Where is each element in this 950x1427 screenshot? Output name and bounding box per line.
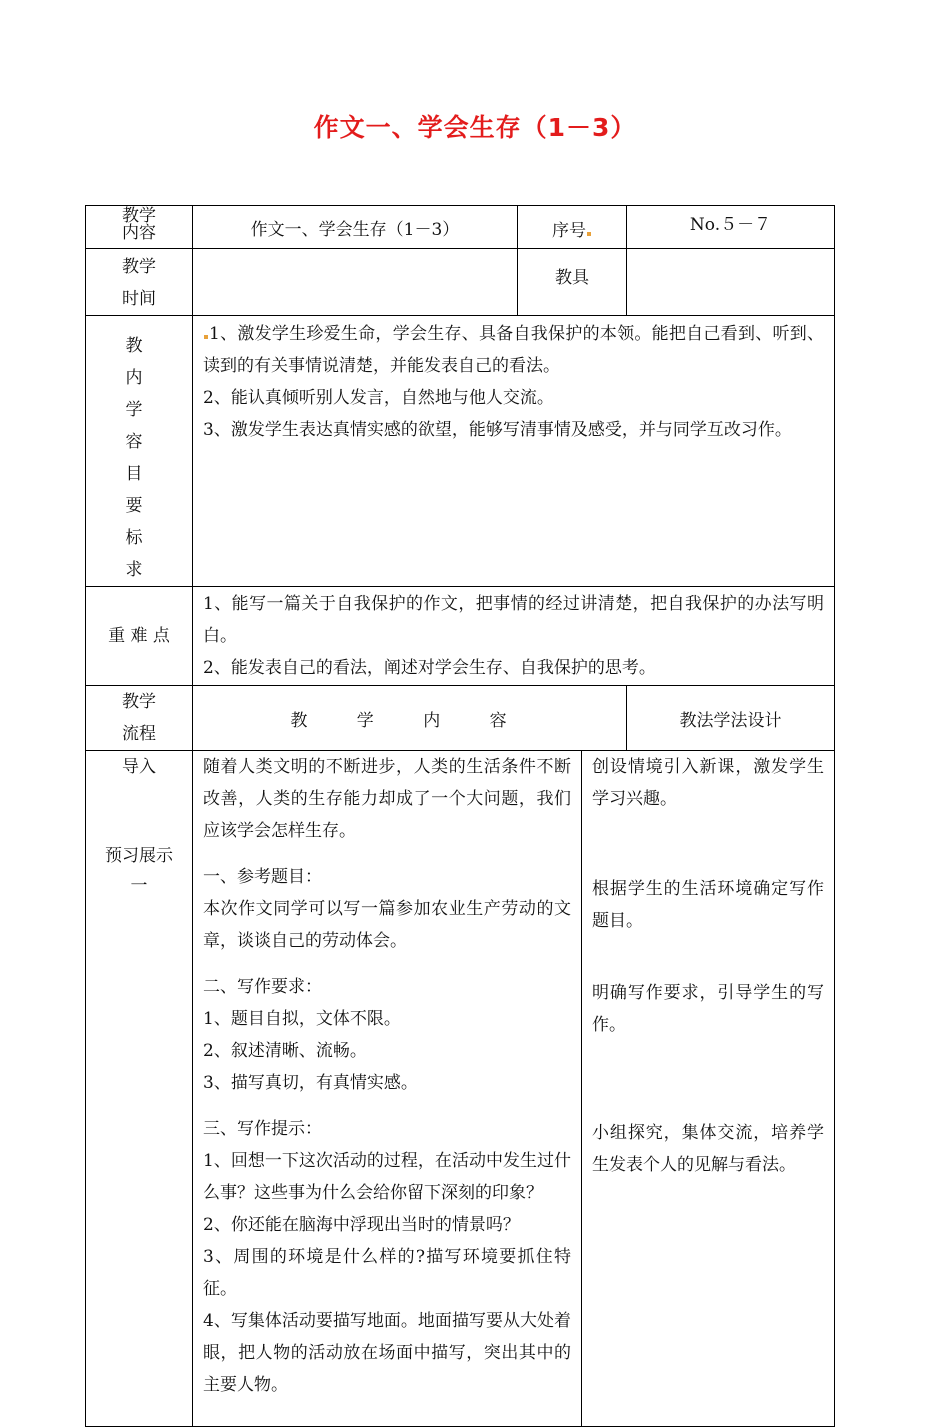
requirements-heading: 二、写作要求： bbox=[203, 977, 322, 997]
serial-label: 序号 bbox=[518, 206, 627, 249]
requirement-2: 2、叙述清晰、流畅。 bbox=[203, 1041, 367, 1061]
row-time bbox=[86, 249, 835, 316]
topic-text: 本次作文同学可以写一篇参加农业生产劳动的文章，谈谈自己的劳动体会。 bbox=[203, 899, 571, 951]
requirement-3: 3、描写真切，有真情实感。 bbox=[203, 1073, 418, 1093]
method-header: 教法学法设计 bbox=[627, 686, 835, 751]
tips-heading: 三、写作提示： bbox=[203, 1119, 322, 1139]
stage-column bbox=[86, 751, 193, 1427]
method-1: 创设情境引入新课，激发学生学习兴趣。 bbox=[592, 757, 824, 809]
content-header: 教 学 内 容 bbox=[193, 686, 627, 751]
requirement-1: 1、题目自拟，文体不限。 bbox=[203, 1009, 401, 1029]
intro-text: 随着人类文明的不断进步，人类的生活条件不断改善，人类的生存能力却成了一个大问题，我们应该学会怎样生存。 bbox=[203, 757, 571, 841]
key-points-label: 重 难 点 bbox=[86, 587, 193, 686]
row-process-body bbox=[86, 751, 835, 1427]
time-value bbox=[193, 249, 518, 316]
row-objectives bbox=[86, 316, 835, 587]
serial-value: No.５－７ bbox=[627, 206, 835, 249]
tools-label: 教具 bbox=[518, 249, 627, 316]
process-label: 教学流程 bbox=[86, 686, 193, 751]
process-content bbox=[193, 751, 582, 1427]
objective-2: 2、能认真倾听别人发言，自然地与他人交流。 bbox=[203, 388, 554, 408]
time-label: 教学时间 bbox=[86, 249, 193, 316]
page-title: 作文一、学会生存（1－3） bbox=[313, 113, 637, 142]
key-points-content bbox=[193, 587, 835, 686]
objectives-content bbox=[193, 316, 835, 587]
row-process-header bbox=[86, 686, 835, 751]
objectives-label: 教内学容目要标求 bbox=[86, 316, 193, 587]
method-column bbox=[582, 751, 835, 1427]
topic-heading: 一、参考题目： bbox=[203, 867, 322, 887]
row-key-points bbox=[86, 587, 835, 686]
method-3: 明确写作要求，引导学生的写作。 bbox=[592, 983, 824, 1035]
tip-1: 1、回想一下这次活动的过程，在活动中发生过什么事？这些事为什么会给你留下深刻的印象？ bbox=[203, 1151, 571, 1203]
tip-2: 2、你还能在脑海中浮现出当时的情景吗？ bbox=[203, 1215, 520, 1235]
method-2: 根据学生的生活环境确定写作题目。 bbox=[592, 879, 824, 931]
stage-preview: 预习展示一 bbox=[105, 846, 173, 896]
tip-4: 4、写集体活动要描写地面。地面描写要从大处着眼，把人物的活动放在场面中描写，突出其中的主要人物。 bbox=[203, 1311, 571, 1395]
stage-intro: 导入 bbox=[122, 757, 156, 777]
tip-3: 3、周围的环境是什么样的?描写环境要抓住特征。 bbox=[203, 1247, 571, 1299]
key-point-1: 1、能写一篇关于自我保护的作文，把事情的经过讲清楚，把自我保护的办法写明白。 bbox=[203, 594, 824, 646]
method-4: 小组探究，集体交流，培养学生发表个人的见解与看法。 bbox=[592, 1123, 824, 1175]
content-value: 作文一、学会生存（1－3） bbox=[193, 206, 518, 249]
key-point-2: 2、能发表自己的看法，阐述对学会生存、自我保护的思考。 bbox=[203, 658, 656, 678]
content-label: 教学内容 bbox=[86, 206, 193, 249]
lesson-plan-table bbox=[85, 205, 835, 1427]
tools-value bbox=[627, 249, 835, 316]
objective-1: 1、激发学生珍爱生命，学会生存、具备自我保护的本领。能把自己看到、听到、读到的有关事情说清楚，并能发表自己的看法。 bbox=[203, 324, 824, 376]
objective-3: 3、激发学生表达真情实感的欲望，能够写清事情及感受，并与同学互改习作。 bbox=[203, 420, 792, 440]
row-content bbox=[86, 206, 835, 249]
